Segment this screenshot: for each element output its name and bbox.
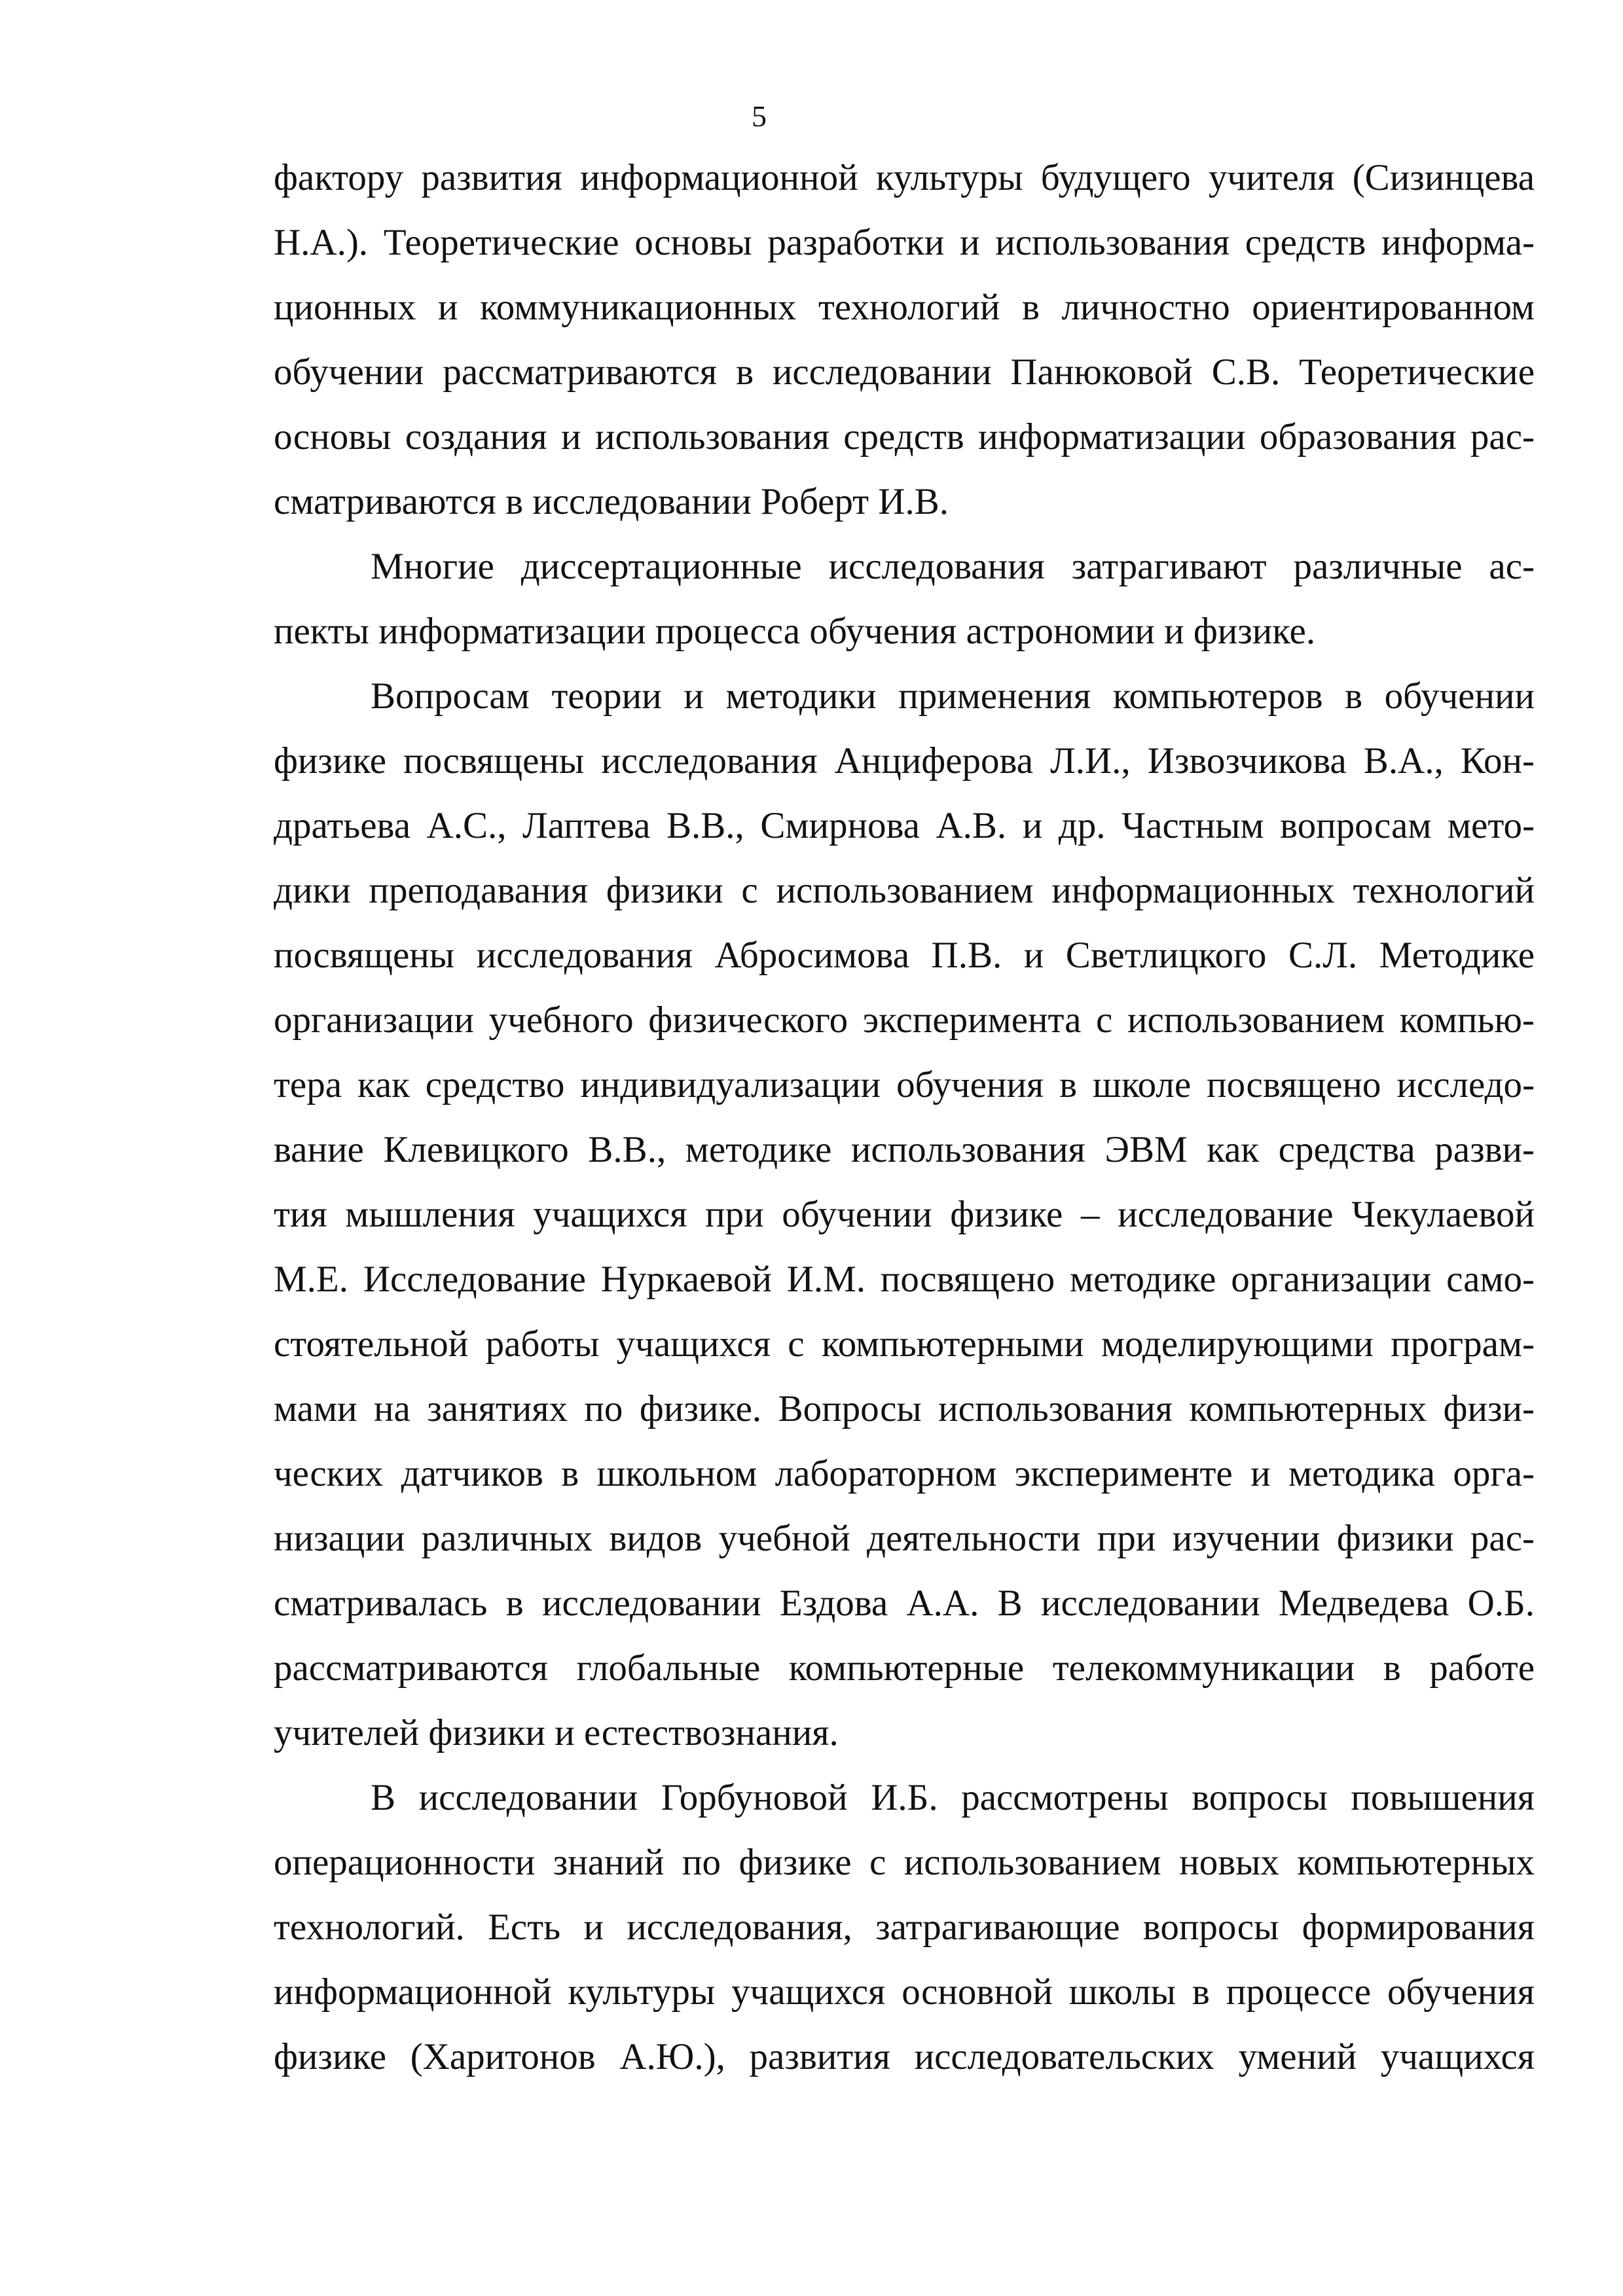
text-line: фактору развития информационной культуры будущего учителя (Сизинцева	[274, 157, 1535, 198]
paragraph-2	[274, 534, 1535, 664]
text-line: обучении рассматриваются в исследовании Панюковой С.В. Теоретические	[274, 351, 1535, 393]
page-number: 5	[752, 99, 767, 133]
text-line: мами на занятиях по физике. Вопросы использования компьютерных физи-	[274, 1388, 1535, 1429]
text-line: Вопросам теории и методики применения компьютеров в обучении	[371, 675, 1535, 717]
text-line: вание Клевицкого В.В., методике использования ЭВМ как средства разви-	[274, 1129, 1535, 1170]
text-line: операционности знаний по физике с использованием новых компьютерных	[274, 1842, 1535, 1883]
text-line: стоятельной работы учащихся с компьютерными моделирующими програм-	[274, 1323, 1535, 1365]
text-line: сматривалась в исследовании Ездова А.А. В исследовании Медведева О.Б.	[274, 1583, 1535, 1624]
text-line: ческих датчиков в школьном лабораторном эксперименте и методика орга-	[274, 1453, 1535, 1494]
text-line: М.Е. Исследование Нуркаевой И.М. посвящено методике организации само-	[274, 1259, 1535, 1300]
paragraph-1	[274, 145, 1535, 534]
text-line: Многие диссертационные исследования затрагивают различные ас-	[371, 546, 1535, 587]
text-line: физике посвящены исследования Анциферова Л.И., Извозчикова В.А., Кон-	[274, 740, 1535, 781]
paragraph-3	[274, 664, 1535, 1765]
text-line: ционных и коммуникационных технологий в личностно ориентированном	[274, 287, 1535, 328]
body-text	[274, 145, 1535, 2089]
paragraph-4	[274, 1765, 1535, 2089]
text-line: Н.А.). Теоретические основы разработки и использования средств информа-	[274, 222, 1535, 263]
text-line: рассматриваются глобальные компьютерные телекоммуникации в работе	[274, 1647, 1535, 1689]
text-line: тера как средство индивидуализации обучения в школе посвящено исследо-	[274, 1064, 1535, 1105]
text-line: посвящены исследования Абросимова П.В. и Светлицкого С.Л. Методике	[274, 935, 1535, 976]
text-line: пекты информатизации процесса обучения астрономии и физике.	[274, 611, 1316, 652]
text-line: низации различных видов учебной деятельности при изучении физики рас-	[274, 1518, 1535, 1559]
text-line: физике (Харитонов А.Ю.), развития исследовательских умений учащихся	[274, 2036, 1535, 2077]
text-line: технологий. Есть и исследования, затрагивающие вопросы формирования	[274, 1907, 1535, 1948]
text-line: дратьева А.С., Лаптева В.В., Смирнова А.В. и др. Частным вопросам мето-	[274, 805, 1535, 846]
text-line: учителей физики и естествознания.	[274, 1712, 839, 1753]
text-line: информационной культуры учащихся основной школы в процессе обучения	[274, 1971, 1535, 2013]
text-line: тия мышления учащихся при обучении физике – исследование Чекулаевой	[274, 1194, 1535, 1235]
text-line: дики преподавания физики с использованием информационных технологий	[274, 870, 1535, 911]
text-line: В исследовании Горбуновой И.Б. рассмотрены вопросы повышения	[371, 1777, 1535, 1818]
text-line: организации учебного физического эксперимента с использованием компью-	[274, 999, 1535, 1041]
text-line: основы создания и использования средств информатизации образования рас-	[274, 416, 1535, 457]
text-line: сматриваются в исследовании Роберт И.В.	[274, 481, 949, 522]
